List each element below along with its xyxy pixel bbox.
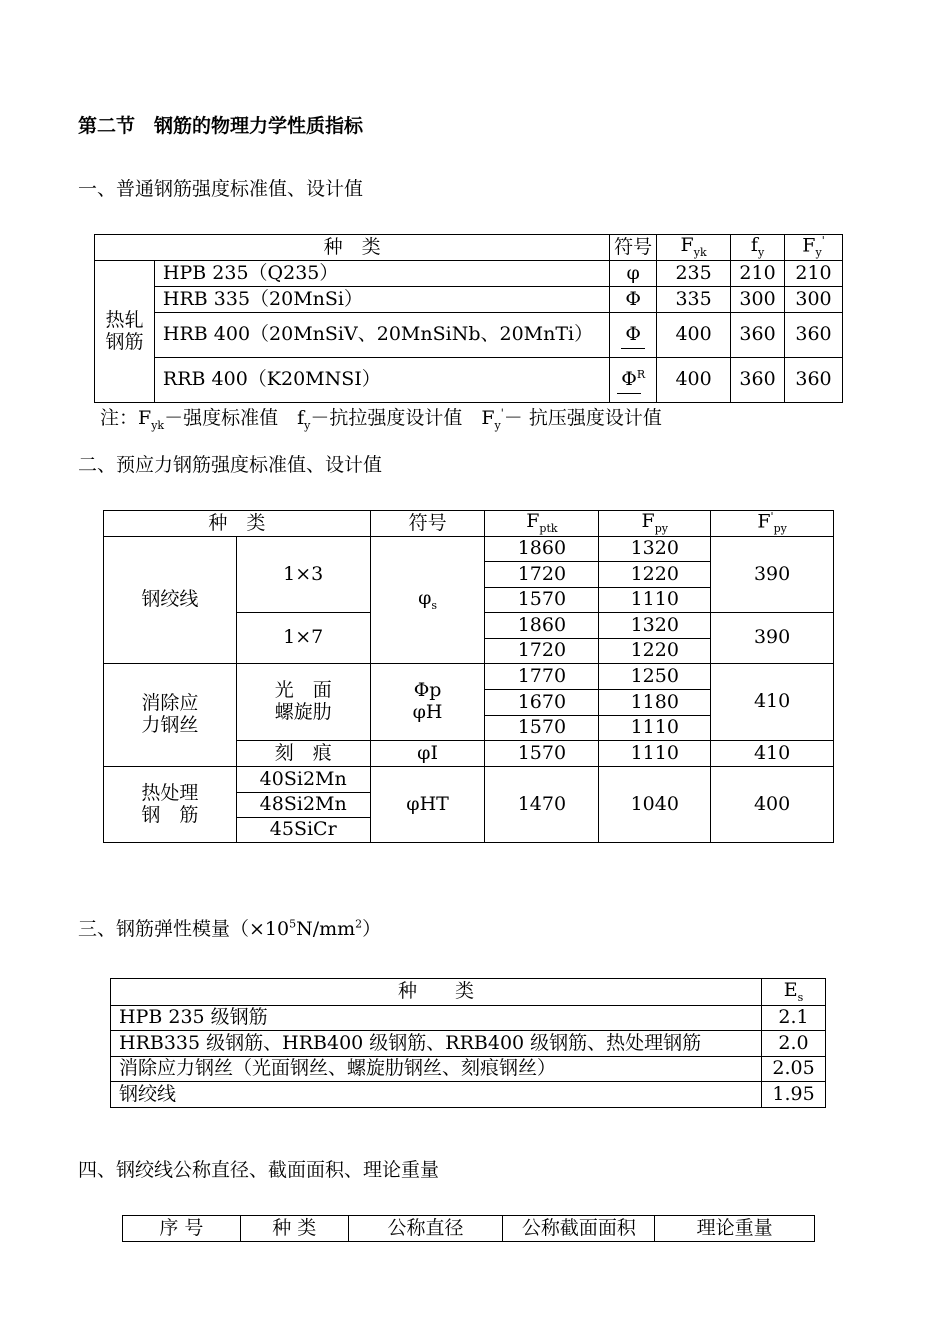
header-nominal-area: 公称截面面积 xyxy=(503,1216,655,1242)
cell-fpy: 1220 xyxy=(599,639,711,664)
cell-fpy: 1110 xyxy=(599,716,711,741)
header-nominal-diameter: 公称直径 xyxy=(348,1216,503,1242)
cell-fptk: 1470 xyxy=(485,767,599,843)
header-symbol: 符号 xyxy=(610,235,657,261)
row-symbol: Φ xyxy=(610,287,657,313)
row-fyk: 400 xyxy=(657,358,731,403)
cell-fpy: 1040 xyxy=(599,767,711,843)
row-fy: 210 xyxy=(731,261,785,287)
cell-fptk: 1670 xyxy=(485,690,599,716)
group-hot-rolled: 热轧 钢筋 xyxy=(95,261,155,403)
group-strand: 钢绞线 xyxy=(104,537,237,664)
cell-fptk: 1570 xyxy=(485,716,599,741)
modulus-row-value: 2.05 xyxy=(762,1057,826,1082)
strand-dimensions-table xyxy=(122,1215,815,1242)
row-name: HRB 400（20MnSiV、20MnSiNb、20MnTi） xyxy=(154,313,609,358)
row-fyk: 400 xyxy=(657,313,731,358)
section1-heading: 一、普通钢筋强度标准值、设计值 xyxy=(78,178,364,200)
header-fptk: $F_{ptk}$ xyxy=(485,511,599,537)
row-name: RRB 400（K20MNSI） xyxy=(154,358,609,403)
cell-fpy: 1220 xyxy=(599,562,711,588)
modulus-row-value: 1.95 xyxy=(762,1082,826,1108)
row-fy-prime: 210 xyxy=(785,261,843,287)
cell-fpy: 1110 xyxy=(599,741,711,767)
elastic-modulus-table xyxy=(110,978,826,1108)
header-fpy: $F_{py}$ xyxy=(599,511,711,537)
row-name: HPB 235（Q235） xyxy=(154,261,609,287)
modulus-row-value: 2.0 xyxy=(762,1031,826,1057)
row-name: HRB 335（20MnSi） xyxy=(154,287,609,313)
heat-type: 45SiCr xyxy=(236,818,370,843)
header-fy-prime: $F_y'$ xyxy=(785,235,843,261)
cell-fptk: 1720 xyxy=(485,562,599,588)
subgroup-1x7: 1×7 xyxy=(236,613,370,664)
modulus-row-name: HPB 235 级钢筋 xyxy=(111,1006,762,1031)
header-symbol: 符号 xyxy=(370,511,485,537)
symbol-indented: φI xyxy=(370,741,485,767)
header-index: 序 号 xyxy=(123,1216,241,1242)
header-kind: 种 类 xyxy=(111,979,762,1006)
table-note: 注：$F_{yk}-$强度标准值 $f_y-$抗拉强度设计值 $F_y'-$ 抗压强度设计值 xyxy=(100,406,662,432)
subgroup-indented: 刻 痕 xyxy=(236,741,370,767)
row-fyk: 235 xyxy=(657,261,731,287)
modulus-row-name: 消除应力钢丝（光面钢丝、螺旋肋钢丝、刻痕钢丝） xyxy=(111,1057,762,1082)
subgroup-1x3: 1×3 xyxy=(236,537,370,613)
cell-fpy-prime: 390 xyxy=(711,537,834,613)
cell-fpy-prime: 400 xyxy=(711,767,834,843)
subgroup-plain-spiral: 光 面 螺旋肋 xyxy=(236,664,370,741)
modulus-row-name: 钢绞线 xyxy=(111,1082,762,1108)
cell-fptk: 1860 xyxy=(485,537,599,562)
section2-heading: 二、预应力钢筋强度标准值、设计值 xyxy=(78,454,383,476)
row-symbol: Φ xyxy=(610,313,657,358)
modulus-row-value: 2.1 xyxy=(762,1006,826,1031)
modulus-row-name: HRB335 级钢筋、HRB400 级钢筋、RRB400 级钢筋、热处理钢筋 xyxy=(111,1031,762,1057)
header-fyk: $F_{yk}$ xyxy=(657,235,731,261)
row-fy-prime: 300 xyxy=(785,287,843,313)
cell-fptk: 1570 xyxy=(485,741,599,767)
cell-fpy: 1180 xyxy=(599,690,711,716)
heat-type: 48Si2Mn xyxy=(236,793,370,818)
header-kind: 种 类 xyxy=(104,511,371,537)
section-title: 第二节 钢筋的物理力学性质指标 xyxy=(78,115,364,137)
header-kind: 种 类 xyxy=(240,1216,348,1242)
section4-heading: 四、钢绞线公称直径、截面面积、理论重量 xyxy=(78,1159,440,1181)
cell-fpy: 1320 xyxy=(599,613,711,639)
section3-heading: 三、钢筋弹性模量$(\times 10^5N/mm^2)$ xyxy=(78,917,382,940)
cell-fptk: 1860 xyxy=(485,613,599,639)
row-fy: 300 xyxy=(731,287,785,313)
cell-fpy-prime: 410 xyxy=(711,664,834,741)
cell-fpy: 1320 xyxy=(599,537,711,562)
cell-fptk: 1570 xyxy=(485,588,599,613)
prestress-strength-table xyxy=(103,510,834,843)
row-fy-prime: 360 xyxy=(785,358,843,403)
row-symbol: Φ $^R$ xyxy=(610,358,657,403)
header-kind: 种 类 xyxy=(95,235,610,261)
header-fy: $f_y$ xyxy=(731,235,785,261)
cell-fpy: 1250 xyxy=(599,664,711,690)
row-fy-prime: 360 xyxy=(785,313,843,358)
group-stress-relieved-wire: 消除应 力钢丝 xyxy=(104,664,237,767)
cell-fptk: 1770 xyxy=(485,664,599,690)
rebar-strength-table xyxy=(94,234,843,403)
symbol-wire: Φp φH xyxy=(370,664,485,741)
symbol-strand: $\varphi_s$ xyxy=(370,537,485,664)
row-fy: 360 xyxy=(731,358,785,403)
row-symbol: φ xyxy=(610,261,657,287)
cell-fpy-prime: 410 xyxy=(711,741,834,767)
row-fy: 360 xyxy=(731,313,785,358)
header-fpy-prime: $F'_{py}$ xyxy=(711,511,834,537)
symbol-heat: φHT xyxy=(370,767,485,843)
header-theoretical-weight: 理论重量 xyxy=(655,1216,815,1242)
group-heat-treated: 热处理 钢 筋 xyxy=(104,767,237,843)
cell-fptk: 1720 xyxy=(485,639,599,664)
header-es: $E_s$ xyxy=(762,979,826,1006)
row-fyk: 335 xyxy=(657,287,731,313)
cell-fpy: 1110 xyxy=(599,588,711,613)
cell-fpy-prime: 390 xyxy=(711,613,834,664)
heat-type: 40Si2Mn xyxy=(236,767,370,793)
